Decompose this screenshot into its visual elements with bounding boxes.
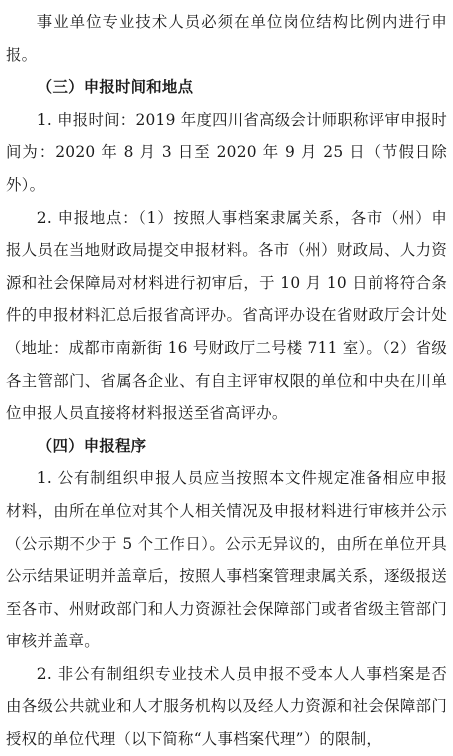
- paragraph-non-public-org-procedure: 2. 非公有制组织专业技术人员申报不受本人人事档案是否由各级公共就业和人才服务机构以及经人力资源和社会保障部门授权的单位代理（以下简称“人事档案代理”）的限制，: [6, 664, 447, 749]
- paragraph-public-org-procedure: 1. 公有制组织申报人员应当按照本文件规定准备相应申报材料，由所在单位对其个人相关情况及申报材料进行审核并公示（公示期不少于 5 个工作日）。公示无异议的，由所在单位开具公示结果证明并盖章后，按照人事档案管理隶属关系，逐级报送至各市、州财政部门和人力资源社会保障部门或者省级主管部门审核并盖章。: [6, 469, 447, 651]
- section-heading-time-and-place: （三）申报时间和地点: [36, 78, 194, 97]
- section-heading-procedure: （四）申报程序: [36, 436, 147, 455]
- paragraph-application-place: 2. 申报地点：（1）按照人事档案隶属关系，各市（州）申报人员在当地财政局提交申报材料。各市（州）财政局、人力资源和社会保障局对材料进行初审后，于 10 月 10 日前将符合条件的申报材料汇总后报省高评办。省高评办设在省财政厅会计处（地址：成都市南新街 16 号财政厅二号楼 711 室）。（2）省级各主管部门、省属各企业、有自主评审权限的单位和中央在川单位申报人员直接将材料报送至省高评办。: [6, 208, 447, 423]
- paragraph-application-time: 1. 申报时间：2019 年度四川省高级会计师职称评审申报时间为：2020 年 8 月 3 日至 2020 年 9 月 25 日（节假日除外）。: [6, 110, 447, 194]
- paragraph-eligibility-note: 事业单位专业技术人员必须在单位岗位结构比例内进行申报。: [6, 13, 447, 64]
